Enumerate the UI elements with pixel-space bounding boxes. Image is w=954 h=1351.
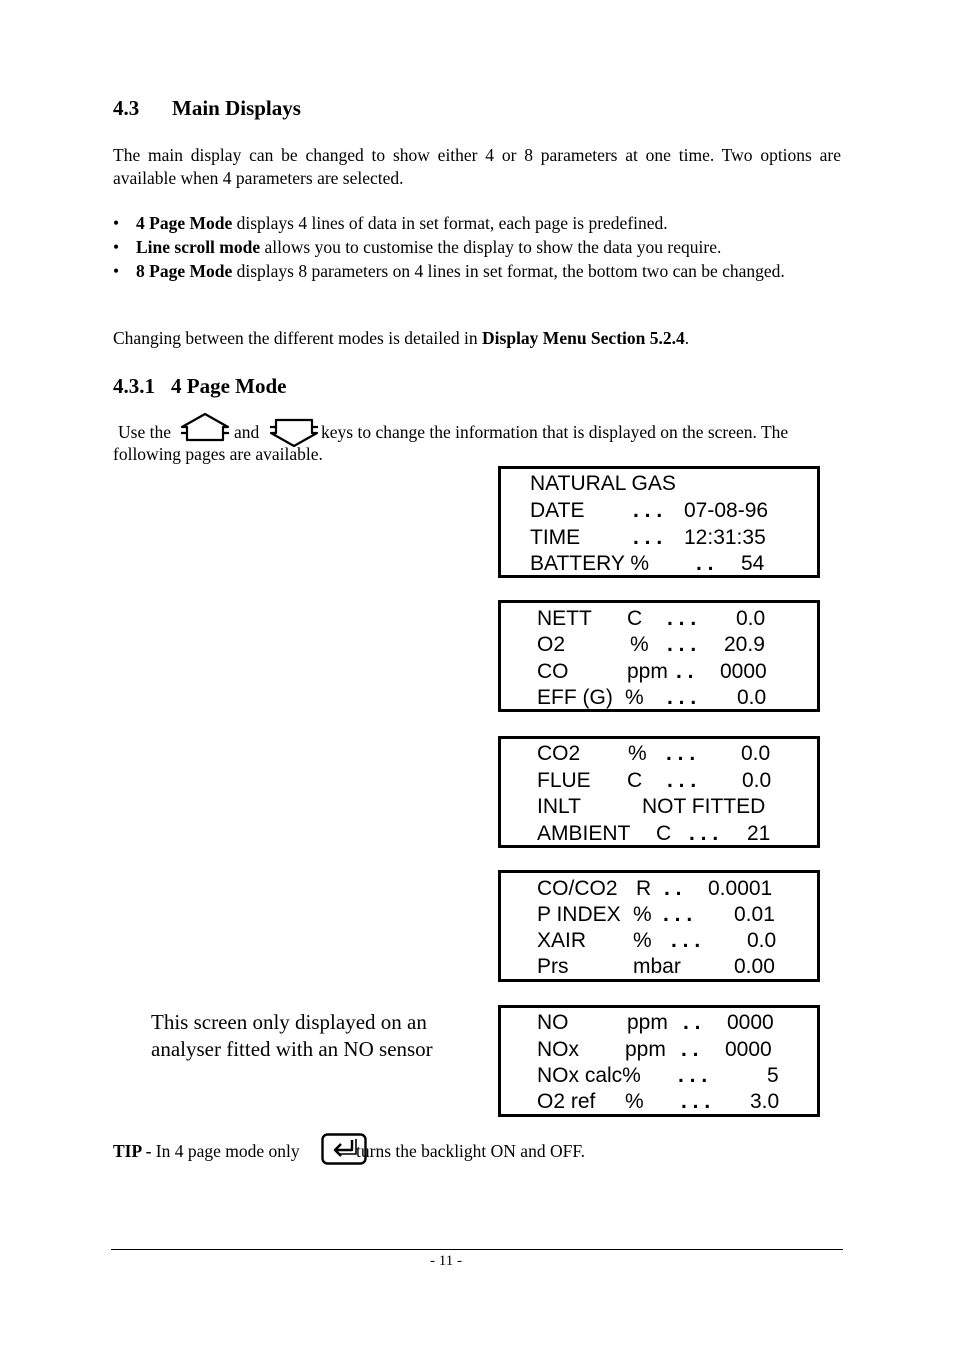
changing-modes-paragraph: Changing between the different modes is detailed in Display Menu Section 5.2.4.	[113, 328, 690, 348]
subsection-number: 4.3.1	[113, 374, 155, 398]
mode-list	[113, 212, 813, 284]
up-arrow-key-icon	[178, 412, 232, 444]
screen-row: INLT NOT FITTED	[537, 795, 766, 818]
screen-row: TIME . . . 12:31:35	[530, 526, 766, 549]
screen-row: NOx ppm . . 0000	[537, 1038, 772, 1061]
intro-paragraph: The main display can be changed to show either 4 or 8 parameters at one time. Two options are available when 4 parameters are selected.	[113, 145, 841, 188]
screen-row: NATURAL GAS	[530, 472, 676, 495]
page-number: - 11 -	[430, 1253, 462, 1269]
display-screen-2	[498, 600, 820, 712]
no-sensor-note: This screen only displayed on an analyser fitted with an NO sensor	[151, 1010, 433, 1061]
display-screen-3	[498, 736, 820, 848]
screen-row: O2 ref % . . . 3.0	[537, 1090, 780, 1113]
screen-row: CO/CO2 R . . 0.0001	[537, 877, 773, 900]
screen-row: NOx calc% . . . 5	[537, 1064, 779, 1087]
screen-row: CO ppm . . 0000	[537, 660, 767, 683]
display-screen-5	[498, 1005, 820, 1117]
list-item: • 8 Page Mode displays 8 parameters on 4 lines in set format, the bottom two can be changed.	[113, 260, 813, 283]
screen-row: EFF (G) % . . . 0.0	[537, 686, 767, 709]
screen-row: FLUE C . . . 0.0	[537, 769, 772, 792]
list-item: • Line scroll mode allows you to customise the display to show the data you require.	[113, 236, 813, 259]
subsection-heading	[113, 374, 286, 399]
screen-row: DATE . . . 07-08-96	[530, 499, 769, 522]
screen-row: NETT C . . . 0.0	[537, 607, 766, 630]
screen-row: NO ppm . . 0000	[537, 1011, 774, 1034]
section-number: 4.3	[113, 96, 140, 120]
list-item: • 4 Page Mode displays 4 lines of data in set format, each page is predefined.	[113, 212, 813, 235]
screen-row: AMBIENT C . . . 21	[537, 822, 771, 845]
screen-row: P INDEX % . . . 0.01	[537, 903, 775, 926]
keys-sentence-line2: following pages are available.	[113, 444, 323, 464]
section-title: Main Displays	[172, 96, 301, 120]
footer-rule	[111, 1249, 843, 1250]
keys-sentence-text: Use the	[118, 422, 171, 442]
screen-row: Prs mbar 0.00	[537, 955, 775, 978]
section-heading	[113, 96, 301, 121]
subsection-title: 4 Page Mode	[171, 374, 287, 398]
enter-key-icon	[321, 1133, 367, 1165]
tip-line: TIP - In 4 page mode only turns the backlight ON and OFF.	[113, 1141, 586, 1161]
screen-row: BATTERY % . . 54	[530, 552, 765, 575]
keys-sentence-rest: keys to change the information that is displayed on the screen. The	[321, 422, 789, 442]
display-screen-4	[498, 870, 820, 982]
and-word: and	[234, 422, 260, 442]
display-screen-1	[498, 466, 820, 578]
screen-row: XAIR % . . . 0.0	[537, 929, 777, 952]
screen-row: CO2 % . . . 0.0	[537, 742, 771, 765]
screen-row: O2 % . . . 20.9	[537, 633, 765, 656]
